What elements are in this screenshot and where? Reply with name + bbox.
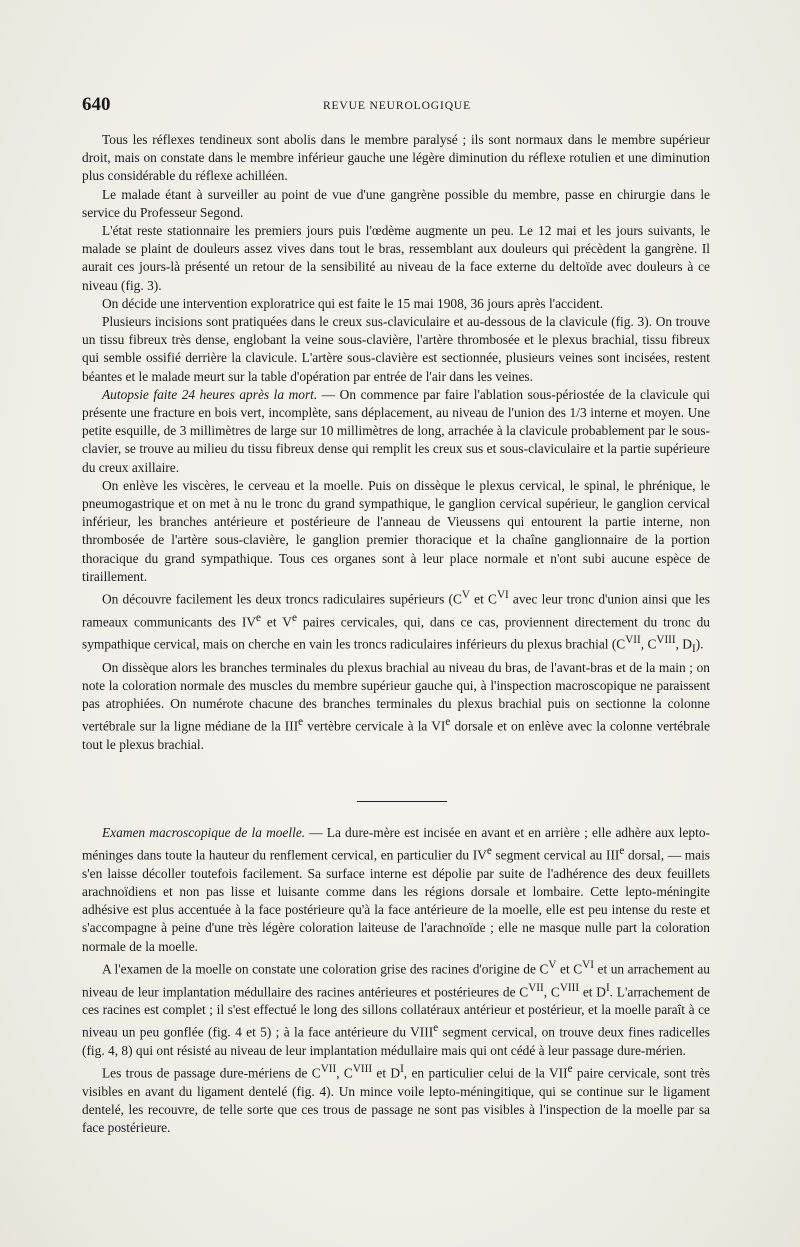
- paragraph-intervention: On décide une intervention exploratrice qui est faite le 15 mai 1908, 36 jours après l'accident.: [102, 295, 604, 311]
- paragraph-root-avulsion: A l'examen de la moelle on constate une coloration grise des racines d'origine de $C^V$ et $C^{VI}$ et un arrachement au niveau de leur implantation médullaire des racines antérieures et postérieures de $C^{VII}$, $C^{VIII}$ et $D^I$. L'arrachement de ces racines est complet ; il s'est effectué le long des sillons collatéraux antérieur et postérieur, et la moelle paraît à ce niveau un peu gonflée (fig. 4 et 5) ; à la face antérieure du VIIIe segment cervical, on trouve deux fines radicelles (fig. 4, 8) qui ont résisté au niveau de leur implantation médullaire mais qui ont cédé à leur passage dure-mérien.: [82, 958, 710, 1059]
- paragraph-radicular-trunks: On découvre facilement les deux troncs radiculaires supérieurs ($C^V$ et $C^{VI}$ avec leur tronc d'union ainsi que les rameaux communicants des IVe et Ve paires cervicales, qui, dans ce cas, proviennent directement du tronc du sympathique cervical, mais on cherche en vain les troncs radiculaires inférieurs du plexus brachial ($C^{VII}$, $C^{VIII}$, $D_I$).: [82, 589, 710, 656]
- autopsy-heading: Autopsie faite 24 heures après la mort.: [102, 386, 318, 402]
- paragraph-dural-openings: Les trous de passage dure-mériens de $C^{VII}$, $C^{VIII}$ et $D^I$, en particulier celui de la VIIe paire cervicale, sont très visibles en avant du ligament dentelé (fig. 4). Un mince voile lepto-méningitique, qui se continue sur le ligament dentelé, les recouvre, de telle sorte que ces trous de passage ne sont pas visibles à l'inspection de la moelle par sa face postérieure.: [82, 1063, 711, 1136]
- paragraph-autopsy: [82, 386, 710, 477]
- autopsy-text: — On commence par faire l'ablation sous-périostée de la clavicule qui présente une fracture en bois vert, incomplète, sans déplacement, au niveau de l'union des 1/3 interne et moyen. Une petite esquille, de 3 millimètres de large sur 10 millimètres de long, arrachée à la clavicule probablement par le sous-clavier, se trouve au milieu du tissu fibreux dense qui remplit les creux sus et sous-claviculaire et la partie supérieure du creux axillaire.: [82, 386, 711, 475]
- paragraph-incisions: Plusieurs incisions sont pratiquées dans le creux sus-claviculaire et au-dessous de la clavicule (fig. 3). On trouve un tissu fibreux très dense, englobant la veine sous-clavière, l'artère thrombosée et le plexus brachial, tissu fibreux qui semble ossifié derrière la clavicule. L'artère sous-clavière est sectionnée, plusieurs veines sont incisées, restent béantes et le malade meurt sur la table d'opération par entrée de l'air dans les veines.: [82, 314, 710, 384]
- paragraph-reflexes: Tous les réflexes tendineux sont abolis dans le membre paralysé ; ils sont normaux dans le membre supérieur droit, mais on constate dans le membre inférieur gauche une légère diminution du réflexe rotulien et une diminution plus considérable du réflexe achilléen.: [82, 132, 710, 184]
- running-head: REVUE NEUROLOGIQUE: [322, 100, 472, 112]
- paragraph-dissection: On enlève les viscères, le cerveau et la moelle. Puis on dissèque le plexus cervical, le spinal, le phrénique, le pneumogastrique et on met à nu le tronc du grand sympathique, le ganglion cervical supérieur, le ganglion cervical inférieur, les branches antérieure et postérieure de l'anneau de Vieussens qui entourent la partie interne, non thrombosée de l'artère sous-clavière, le ganglion premier thoracique et la chaîne ganglionnaire de la portion thoracique du grand sympathique. Tous ces organes sont à leur place normale et n'ont subi aucune espèce de tiraillement.: [82, 477, 710, 584]
- paragraph-terminal-branches: On dissèque alors les branches terminales du plexus brachial au niveau du bras, de l'avant-bras et de la main ; on note la coloration normale des muscles du membre supérieur gauche qui, à l'inspection macroscopique ne paraissent pas atrophiées. On numérote chacune des branches terminales du plexus brachial puis on sectionne la colonne vertébrale sur la ligne médiane de la IIIe vertèbre cervicale à la VIe dorsale et on enlève avec la colonne vertébrale tout le plexus brachial.: [82, 659, 711, 753]
- paragraph-dura-mater: Examen macroscopique de la moelle. — La dure-mère est incisée en avant et en arrière ; elle adhère aux lepto-méninges dans toute la hauteur du renflement cervical, en particulier du IVe segment cervical au IIIe dorsal, — mais s'en laisse décoller toutefois facilement. Sa surface interne est dépolie par suite de l'adhérence des deux feuillets arachnoïdiens et non pas lisse et luisante comme dans les régions dorsale et lombaire. Cette lepto-méningite adhésive est plus accentuée à la face postérieure qu'à la face antérieure de la moelle, elle est peu intense du reste et s'accompagne à peine d'une très légère coloration laiteuse de l'arachnoïde ; elle ne masque nulle part la coloration normale de la moelle.: [82, 825, 711, 954]
- page-number: 640: [82, 94, 111, 115]
- section-heading: Examen macroscopique de la moelle.: [102, 825, 306, 840]
- paragraph-surgery-transfer: Le malade étant à surveiller au point de vue d'une gangrène possible du membre, passe en chirurgie dans le service du Professeur Segond.: [82, 186, 710, 220]
- case-report-text: [82, 131, 710, 754]
- spinal-cord-examination-text: [82, 824, 710, 1138]
- page-header: [82, 94, 712, 116]
- section-divider: [357, 801, 447, 802]
- paragraph-evolution: L'état reste stationnaire les premiers jours puis l'œdème augmente un peu. Le 12 mai et les jours suivants, le malade se plaint de douleurs assez vives dans tout le bras, ressemblant aux douleurs qui précèdent la gangrène. Il aurait ces jours-là présenté un retour de la sensibilité au niveau de la face externe du deltoïde avec douleurs à ce niveau (fig. 3).: [82, 223, 710, 293]
